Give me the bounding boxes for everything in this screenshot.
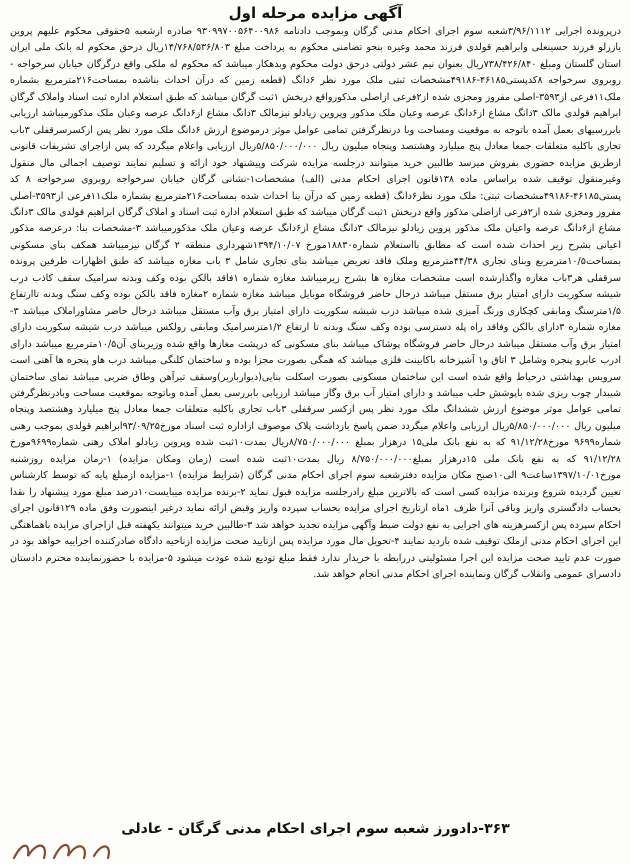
notice-title: آگهی مزایده مرحله اول — [228, 4, 403, 22]
notice-signature: ۳۶۳-دادورز شعبه سوم اجرای احکام مدنی گرگان - عادلی — [121, 821, 510, 837]
notice-body: درپرونده اجرایی ۳/۹۶/۱۱۱۲شعبه سوم اجرای احکام مدنی گرگان وبموجب دادنامه ۹۳۰۹۹۷۰۰۵۶۴۰۰۹۸۶ صادره ازشعبه ۵حقوقی محکوم علیهم پروین یازرلو فرزند حسینعلی وابراهیم قولدی فرزند محمد وغیره بنحو تضامنی محکوم به پرداخت مبلغ ۱۴/۷۶۸/۵۳۶/۸۰۳ریال درحق محکوم له بانک ملی ایران استان گلستان ومبلغ ۷۳۸/۴۲۶/۸۴۰ریال بعنوان نیم عشر دولتی درحق دولت محکوم وبدهکار میباشد که محکوم له ملکی واقع درگرگان خیابان سرخواجه - روبروی سرخواجه ۸کدپستی۴۶۱۸۵-۴۹۱۸۶مشخصات ثبتی ملک مورد نظر ۶دانگ (قطعه زمین که درآن احداث بناشده بمساحت۲۱۶مترمربع بشماره ملک۱۱فرعی از۳۵۹۳-اصلی مفروز ومجزی شده از۲فرعی ازاصلی مذکورواقع دربخش ۱ثبت گرگان میباشد که طبق استعلام اداره ثبت اسناد واملاک گرگان ابراهیم قولدی مالک ۳دانگ مشاع از۶دانگ عرصه وعیان ملک مذکور وپروین زیادلو نیزمالک ۳دانگ مشاع از۶دانگ عرصه وعیان ملک مذکورمیباشد ارزیابی بابررسیهای بعمل آمده باتوجه به موقعیت ومساحت وبا درنظرگرفتن تمامی عوامل موثر درموضوع ارزش ۶دانگ ملک مورد نظر پس ازکسرسرقفلی ۳باب تجاری باکلیه متعلقات جمعا معادل پنج میلیارد وهشتصد وپنجاه میلیون ریال ۵/۸۵۰/۰۰۰/۰۰۰ریال ارزیابی واعلام میگردد که پس ازاجرای تشریفات قانونی ازطریق مزایده حضوری بفروش میرسد طالبین خرید میتوانند درجلسه مزایده شرکت وپیشنهاد خود ارائه و تسلیم نمایند توصیف اجمالی مال منقول وغیرمنقول توقیف شده براساس ماده ۱۳۸قانون اجرای احکام مدنی (الف) مشخصات۱-نشانی گرگان خیابان سرخواجه روبروی سرخواجه ۸ کد پستی۴۶۱۸۵-۴۹۱۸۶مشخصات ثبتی: ملک مورد نظر۶دانگ (قطعه زمین که درآن بنا احداث شده بمساحت۲۱۶مترمربع بشماره ملک۱۱فرعی از۳۵۹۳-اصلی مفروز ومجزی شده از۲فرعی ازاصلی مذکور واقع دربخش ۱ثبت گرگان میباشد که طبق استعلام اداره ثبت اسناد و املاک گرگان ابراهیم قولدی مالک ۳دانگ مشاع از۶دانگ عرصه واعیان ملک مذکور پروین زیادلو نیزمالک ۳دانگ مشاع از۶دانگ عرصه وعیان ملک مذکورمیباشد ۳-مشخصات بنا: درعرصه مذکور اعیانی بشرح زیر احداث شده است که مطابق بااستعلام شماره۱۸۸۳۰مورخ ۱۳۹۴/۱۰/۰۷شهرداری منطقه ۲ گرگان نیزمیباشد همکف بنای مسکونی بمساحت۱۰/۵مترمربع وبنای تجاری ۴۴/۳۸مترمربع وملک فاقد تعریض میباشد بنای تجاری شامل ۳ باب مغازه میباشد که طبق اظهارات طرفین پرونده سرقفلی هر۳باب مغازه واگذارشده است مشخصات مغازه ها بشرح زیرمیباشد مغازه شماره ۱فاقد بالکن بوده وکف وبدنه سرامیک سقف کاذب درب شیشه سکوریت دارای امتیاز برق مستقل میباشد درحال حاضر فروشگاه موبایل میباشد مغازه شماره ۲مغازه فاقد بالکن بوده وکف سنگ وبدنه تاارتفاع ۱/۵مترسنگ ومابقی کچکاری ورنگ آمیزی شده میباشد درب شیشه سکوریت دارای امتیاز برق وآب مستقل میباشد درحال حاضر مشاوراملاک میباشد ۳-مغازه شماره ۳دارای بالکن وفاقد راه پله دسترسی بوده وکف سنگ وبدنه تا ارتفاع ۱/۲مترسرامیک ومابقی رولکس میباشد درب شیشه سکوریت دارای امتیاز برق وآب مستقل میباشد درحال حاضر فروشگاه پوشاک میباشد بنای مسکونی که درپشت مغازها واقع شده وزیربنای آن۱۰/۵مترمربع میباشد دارای ادرب عابرو پنجره وشامل ۳ اتاق و۱ آشپزخانه باکابینت فلزی میباشد که همگی بصورت مجزا بوده و ساختمان کلنگی میباشد درب هاو پنجره ها آهنی است سرویس بهداشتی درحیاط واقع شده است این ساختمان مسکونی بصورت اسکلت بنایی(دیوارباربر)وسقف تیرآهن وطاق ضربی میباشد نمای ساختمان شیبدار چوب ریزی شده باپوشش حلب میباشد و دارای امتیاز آب برق وگاز میباشد ارزیابی بابررسی بعمل آمده وباتوجه بموقعیت مساحت وبادرنظرگرفتن تمامی عوامل موثر موضوع ارزش ششدانگ ملک مورد نظر پس ازکسر سرقفلی ۳باب تجاری باکلیه متعلقات جمعا معادل پنج میلیارد وهشتصد وپنجاه میلیون ریال ۵/۸۵۰/۰۰۰/۰۰۰ریال ارزیابی واعلام میگردد ضمن پاسخ بازداشت پلاک موصوف ازاداره ثبت اسناد مورخ۹۳/۰۹/۲۵ابراهیم قولدی بموجب رهنی شماره۹۶۹۹ مورخ۹۱/۱۲/۲۸ که به نفع بانک ملی۱۵ درهزار بمبلغ ۸/۷۵۰/۰۰۰/۰۰۰ریال بمدت۱۰ثبت شده وپروین زیادلو املاک رهنی شماره۹۶۹۹مورخ ۹۱/۱۲/۲۸ که به نفع بانک ملی ۱۵درهزار بمبلغ۸/۷۵۰/۰۰۰/۰۰۰ ریال بمدت۱۰ثبت شده است (زمان ومکان مزایده) ۱-زمان مزایده روزشنبه مورخ۱۳۹۷/۱۰/۰۱ساعت۹ الی۱۰صبح مکان مزایده دفترشعبه سوم اجرای احکام مدنی گرگان (شرایط مزایده) ۱-مزایده ازمبلغ پایه که توسط کارشناس تعیین گردیده شروع وبرنده مزایده کسی است که بالاترین مبلغ رادرجلسه مزایده قبول نماید ۲-برنده مزایده میبایست۱۰درصد مبلغ مورد پیشنهاد را نقدا بحساب دادگستری واریز وباقی آنرا ظرف ۱ماه ازتاریخ اجرای مزایده بحساب سپرده واریز وقبض ارائه نماید درغیر اینصورت وفق ماده ۱۲۹قانون اجرای احکام سپرده پس ازکسرهزینه های اجرایی به نفع دولت ضبط وآگهی مزایده تجدید خواهد شد ۳-طالبین خرید میتوانند یکهفته قبل ازاجرای مزایده باهماهنگی این اجرای احکام مدنی ازملک توقیف شده بازدید نمایند ۴-تحویل مال مورد مزایده پس ازتایید صحت مزایده ازناحیه دادگاه صادرکننده اجراییه خواهد بود در صورت عدم تایید صحت مزایده این اجرا مسئولیتی دررابطه با خریدار ندارد فقط مبلغ تودیع شده عودت میشود ۵-مزایده با حضورنماینده محترم دادستان دادسرای عمومی وانقلاب گرگان ونماینده اجرای احکام مدنی انجام خواهد شد. — [10, 26, 621, 580]
handwritten-number-mark — [8, 836, 118, 864]
